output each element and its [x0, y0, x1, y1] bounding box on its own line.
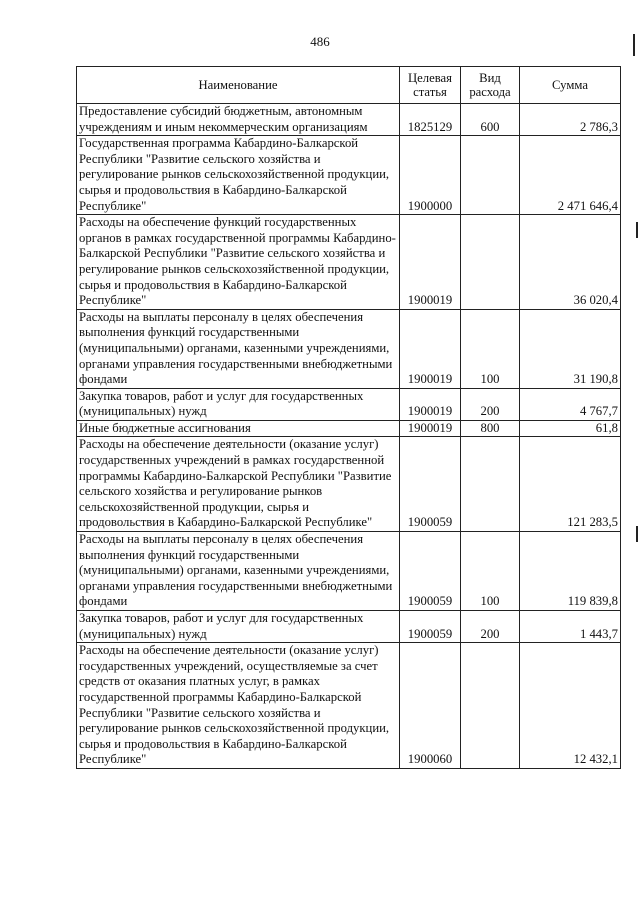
row-sum: 121 283,5 [520, 437, 621, 532]
row-code: 1900019 [400, 215, 461, 310]
row-type [461, 215, 520, 310]
table-row [77, 420, 621, 437]
table-row [77, 611, 621, 643]
row-name: Закупка товаров, работ и услуг для государственных (муниципальных) нужд [77, 611, 400, 643]
row-code: 1900060 [400, 643, 461, 769]
row-type: 200 [461, 388, 520, 420]
scan-edge-mark [636, 222, 638, 238]
row-sum: 1 443,7 [520, 611, 621, 643]
row-type [461, 437, 520, 532]
row-type: 100 [461, 532, 520, 611]
table-row [77, 215, 621, 310]
row-type: 100 [461, 309, 520, 388]
row-code: 1900059 [400, 611, 461, 643]
header-row [77, 67, 621, 104]
table-row [77, 437, 621, 532]
table-row [77, 104, 621, 136]
row-name: Расходы на выплаты персоналу в целях обеспечения выполнения функций государственными (муниципальными) органами, казенными учреждениями, органами управления государственными внебюджетными фондами [77, 532, 400, 611]
row-sum: 4 767,7 [520, 388, 621, 420]
header-name: Наименование [77, 67, 400, 104]
table-row [77, 136, 621, 215]
row-code: 1825129 [400, 104, 461, 136]
row-name: Закупка товаров, работ и услуг для государственных (муниципальных) нужд [77, 388, 400, 420]
header-type: Вид расхода [461, 67, 520, 104]
row-name: Расходы на выплаты персоналу в целях обеспечения выполнения функций государственными (муниципальными) органами, казенными учреждениями, органами управления государственными внебюджетными фондами [77, 309, 400, 388]
budget-table [76, 66, 621, 769]
row-name: Расходы на обеспечение деятельности (оказание услуг) государственных учреждений в рамках государственной программы Кабардино-Балкарской Республики "Развитие сельского хозяйства и регулирование рынков сельскохозяйственной продукции, сырья и продовольствия в Кабардино-Балкарской Республике" [77, 437, 400, 532]
page-number: 486 [310, 34, 330, 49]
row-name: Расходы на обеспечение функций государственных органов в рамках государственной программы Кабардино-Балкарской Республики "Развитие сельского хозяйства и регулирование рынков сельскохозяйственной продукции, сырья и продовольствия в Кабардино-Балкарской Республике" [77, 215, 400, 310]
row-code: 1900019 [400, 309, 461, 388]
scan-edge-mark [636, 526, 638, 542]
row-name: Государственная программа Кабардино-Балкарской Республики "Развитие сельского хозяйства и регулирование рынков сельскохозяйственной продукции, сырья и продовольствия в Кабардино-Балкарской Республике" [77, 136, 400, 215]
row-type [461, 643, 520, 769]
row-code: 1900019 [400, 388, 461, 420]
row-code: 1900000 [400, 136, 461, 215]
table-row [77, 643, 621, 769]
row-sum: 2 471 646,4 [520, 136, 621, 215]
row-type: 600 [461, 104, 520, 136]
row-sum: 119 839,8 [520, 532, 621, 611]
row-sum: 61,8 [520, 420, 621, 437]
table-row [77, 309, 621, 388]
header-sum: Сумма [520, 67, 621, 104]
table-row [77, 532, 621, 611]
row-name: Предоставление субсидий бюджетным, автономным учреждениям и иным некоммерческим организациям [77, 104, 400, 136]
row-type: 800 [461, 420, 520, 437]
row-code: 1900019 [400, 420, 461, 437]
header-code: Целевая статья [400, 67, 461, 104]
row-name: Расходы на обеспечение деятельности (оказание услуг) государственных учреждений, осуществляемые за счет средств от оказания платных услуг, в рамках государственной программы Кабардино-Балкарской Республики "Развитие сельского хозяйства и регулирование рынков сельскохозяйственной продукции, сырья и продовольствия в Кабардино-Балкарской Республике" [77, 643, 400, 769]
row-sum: 2 786,3 [520, 104, 621, 136]
table-row [77, 388, 621, 420]
scan-edge-mark [633, 34, 635, 56]
row-sum: 36 020,4 [520, 215, 621, 310]
row-type [461, 136, 520, 215]
row-code: 1900059 [400, 437, 461, 532]
row-sum: 31 190,8 [520, 309, 621, 388]
row-name: Иные бюджетные ассигнования [77, 420, 400, 437]
row-sum: 12 432,1 [520, 643, 621, 769]
row-type: 200 [461, 611, 520, 643]
row-code: 1900059 [400, 532, 461, 611]
